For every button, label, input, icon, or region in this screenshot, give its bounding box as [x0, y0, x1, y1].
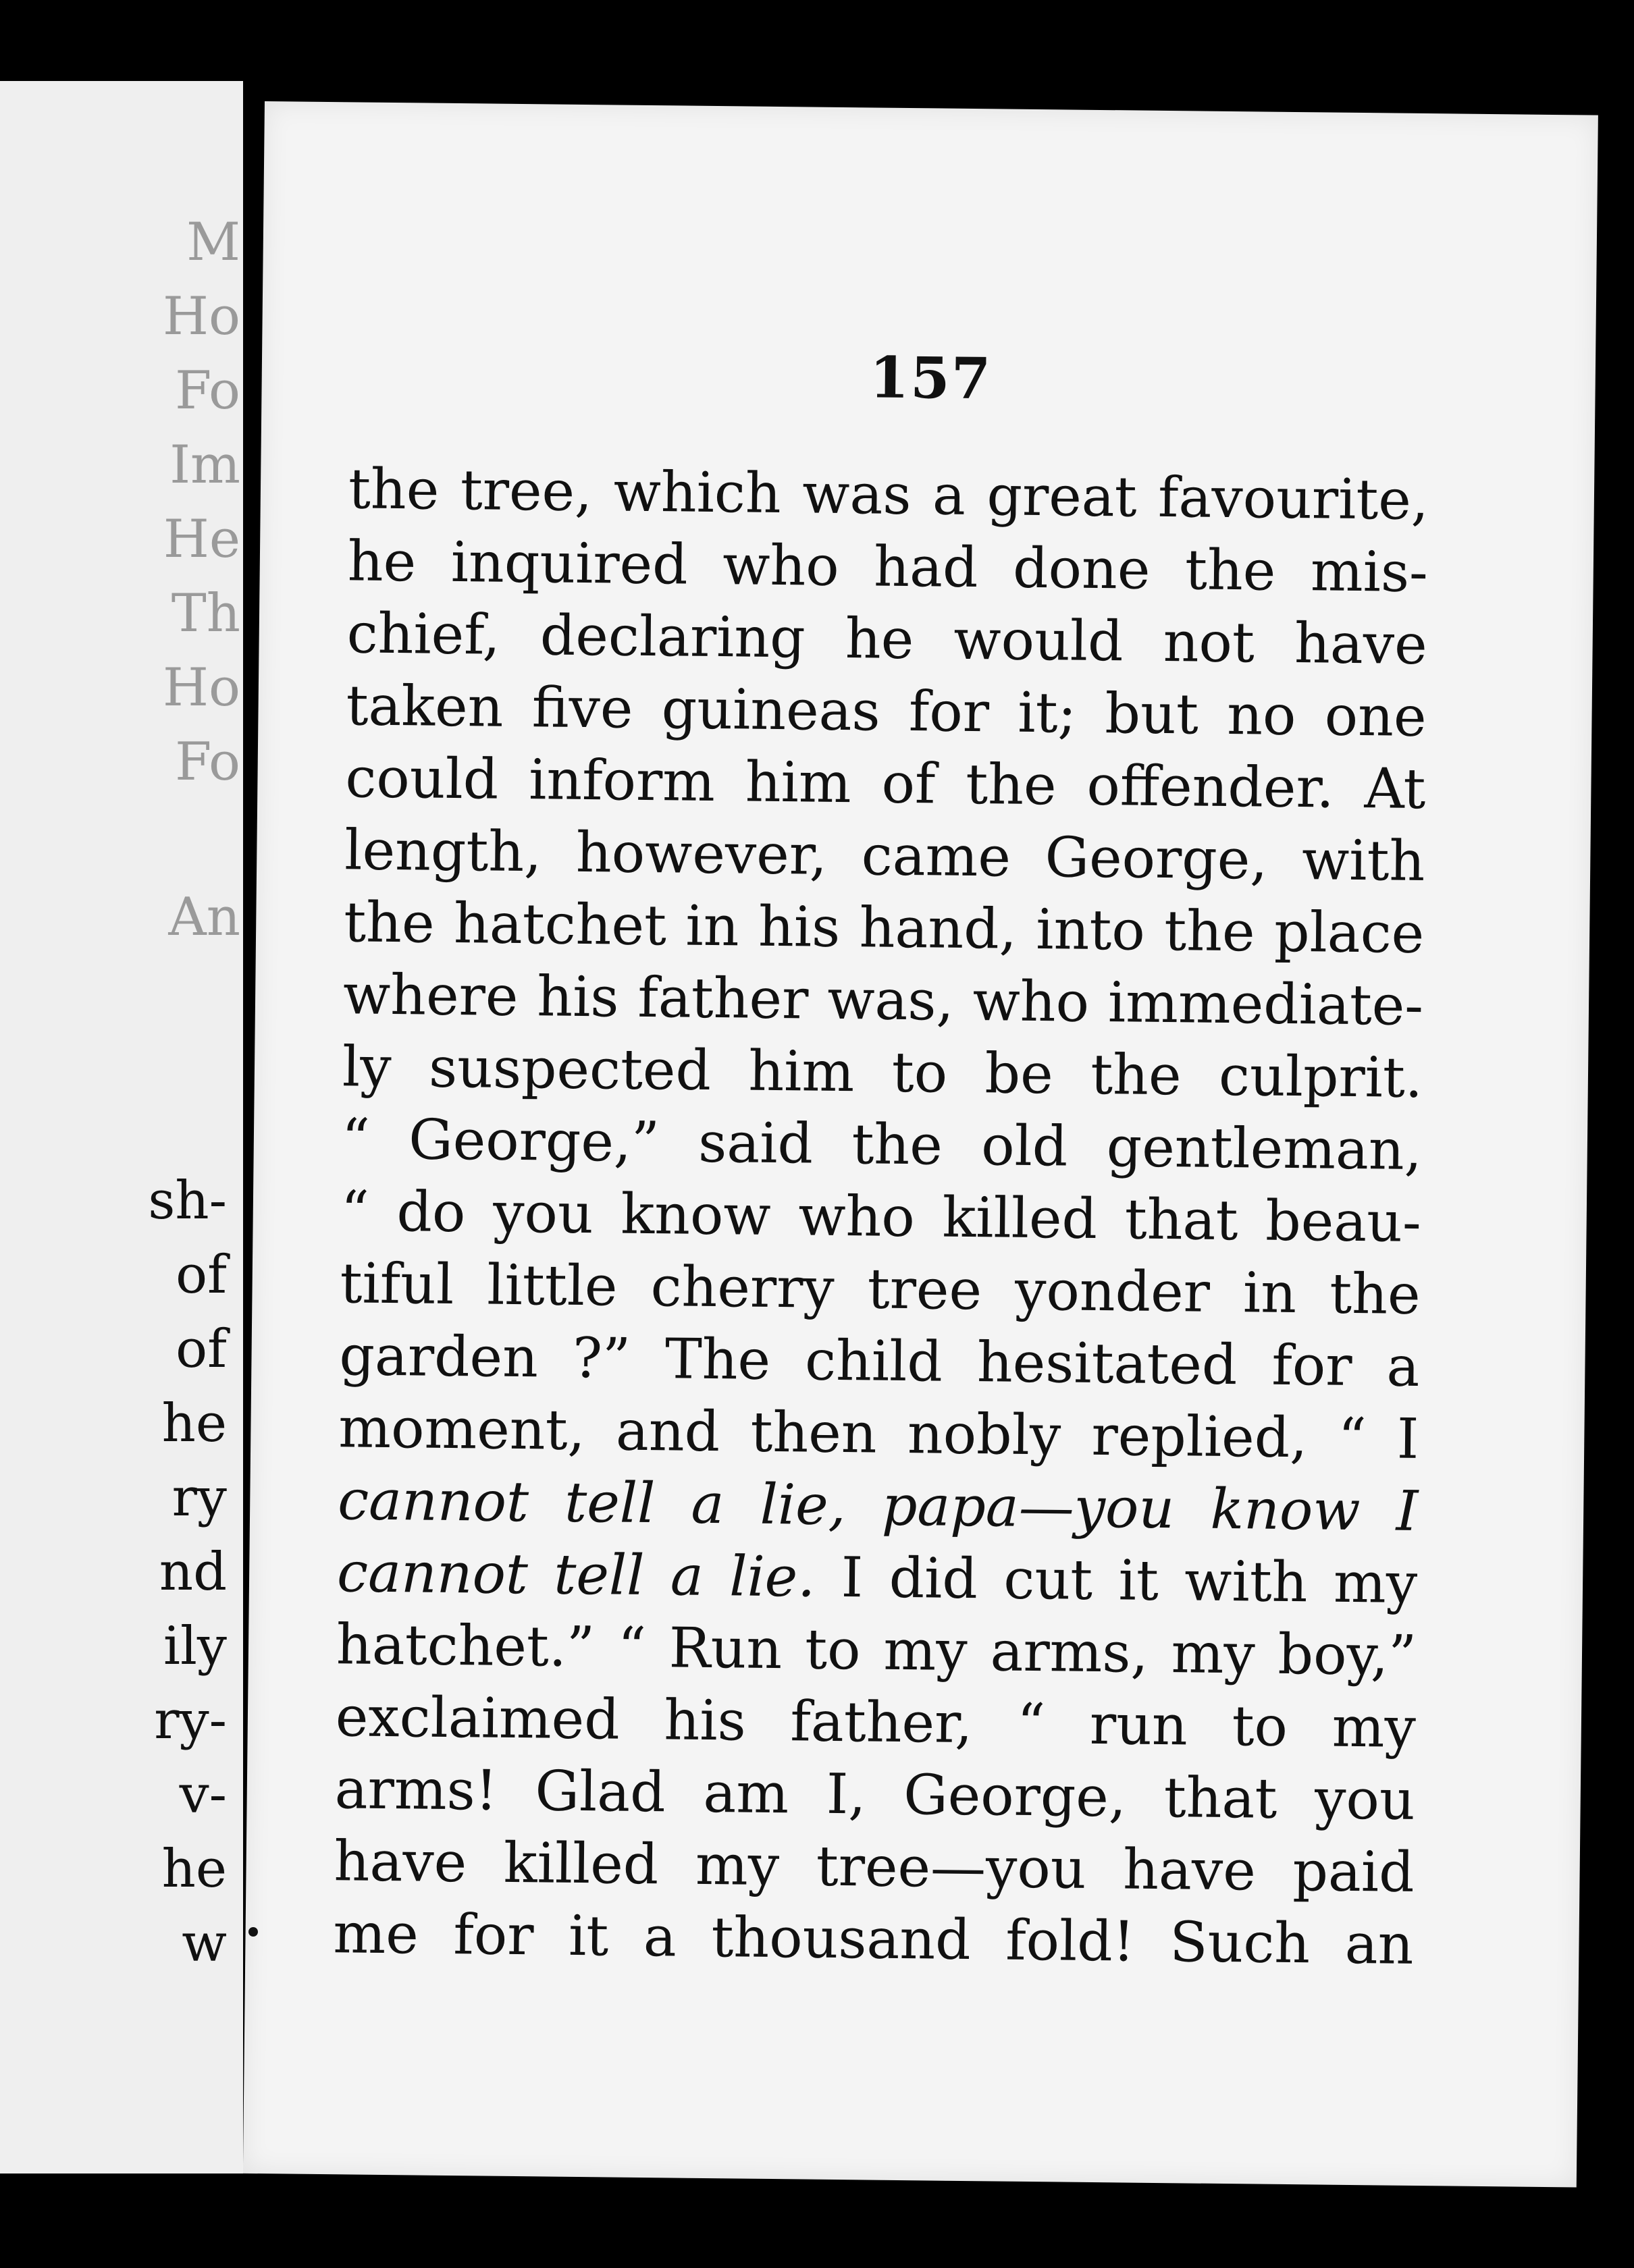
left-text-fragment: he	[161, 1393, 227, 1454]
left-ghost-fragment: He	[163, 509, 240, 570]
page-text-block	[333, 453, 1429, 1981]
text-line: hatchet.” “ Run to my arms, my boy,”	[336, 1613, 1417, 1688]
left-ghost-fragment: Im	[169, 435, 240, 495]
left-ghost-fragment: M	[186, 212, 240, 273]
left-text-fragment: of	[176, 1245, 227, 1305]
text-line: the tree, which was a great favourite,	[348, 457, 1429, 533]
text-line: the hatchet in his hand, into the place	[343, 890, 1425, 967]
left-text-fragment: sh-	[148, 1170, 227, 1231]
left-ghost-fragment: An	[168, 887, 240, 948]
text-line: “ George,” said the old gentleman,	[341, 1107, 1423, 1183]
text-line: taken five guineas for it; but no one	[346, 674, 1427, 750]
left-text-fragment: ry-	[154, 1690, 227, 1751]
left-text-fragment: ry	[172, 1467, 227, 1528]
text-line-mixed: cannot tell a lie. I did cut it with my	[336, 1540, 1418, 1616]
ink-speck	[248, 1927, 258, 1937]
left-ghost-fragment: Th	[171, 583, 240, 644]
page-number: 157	[869, 344, 993, 412]
text-line: arms! Glad am I, George, that you	[334, 1757, 1416, 1833]
left-text-fragment: nd	[159, 1542, 227, 1602]
book-page	[243, 101, 1598, 2188]
left-ghost-fragment: Fo	[175, 732, 240, 792]
text-line: garden ?” The child hesitated for a	[339, 1324, 1420, 1400]
left-ghost-fragment: Ho	[163, 286, 240, 347]
text-line: exclaimed his father, “ run to my	[335, 1685, 1417, 1760]
text-line: where his father was, who immediate-	[342, 963, 1424, 1039]
text-line: he inquired who had done the mis-	[347, 529, 1429, 605]
text-line-italic: cannot tell a lie, papa—you know I	[337, 1468, 1419, 1544]
text-line: tiful little cherry tree yonder in the	[340, 1251, 1421, 1328]
left-text-fragment: w	[182, 1913, 227, 1974]
left-text-fragment: v-	[179, 1764, 227, 1825]
left-text-fragment: ily	[163, 1616, 227, 1677]
text-line: have killed my tree—you have paid	[334, 1829, 1415, 1905]
previous-page-text-fragments	[0, 81, 238, 2174]
text-line: ly suspected him to be the culprit.	[342, 1035, 1423, 1111]
left-text-fragment: of	[176, 1319, 227, 1380]
left-text-fragment: he	[161, 1839, 227, 1899]
left-ghost-fragment: Ho	[163, 657, 240, 718]
text-line: length, however, came George, with	[344, 818, 1425, 894]
text-line: “ do you know who killed that beau-	[340, 1179, 1422, 1256]
text-line: moment, and then nobly replied, “ I	[338, 1396, 1419, 1472]
text-line: chief, declaring he would not have	[346, 601, 1428, 678]
previous-page-edge	[0, 81, 243, 2174]
left-ghost-fragment: Fo	[175, 360, 240, 421]
text-line: could inform him of the offender. At	[345, 746, 1426, 822]
text-line: me for it a thousand fold! Such an	[333, 1901, 1414, 1977]
